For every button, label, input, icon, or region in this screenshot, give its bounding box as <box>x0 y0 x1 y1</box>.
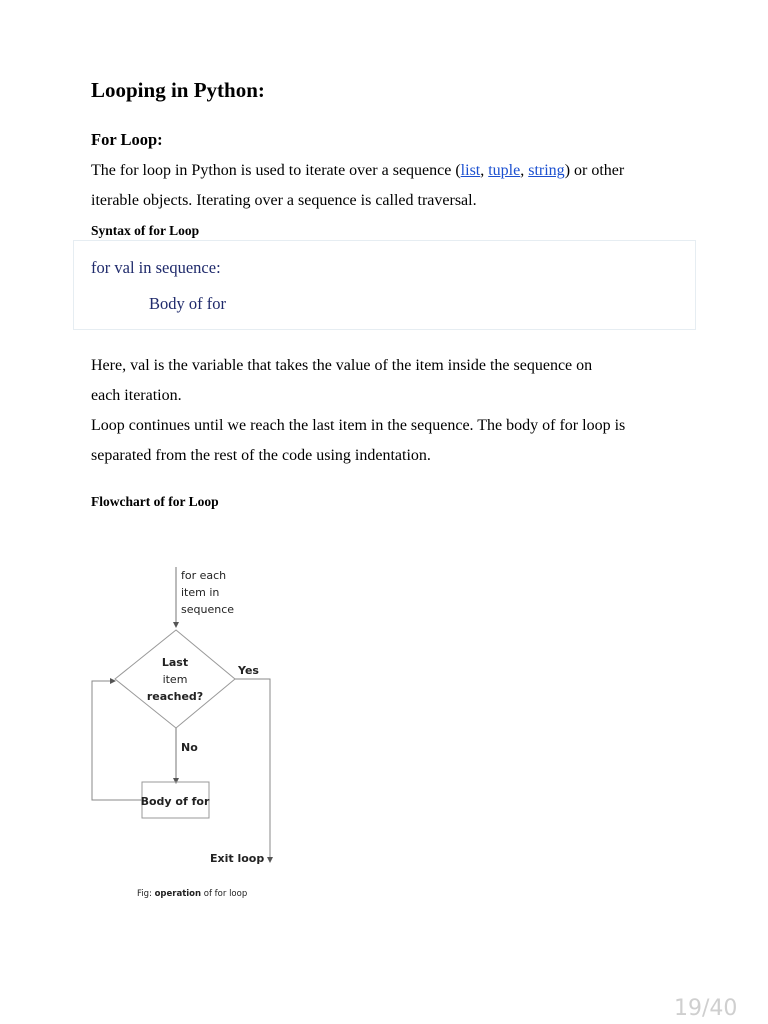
syntax-label: Syntax of for Loop <box>91 223 200 238</box>
explanation-paragraph-2 <box>91 411 711 471</box>
no-label: No <box>181 741 198 754</box>
decision-line-3: reached? <box>146 690 204 703</box>
syntax-line-1: for val in sequence: <box>91 258 221 277</box>
syntax-code-box <box>73 240 696 330</box>
page-title: Looping in Python: <box>91 78 265 102</box>
caption-bold: operation <box>154 889 202 899</box>
entry-label-line-2: item in <box>181 586 220 599</box>
flowchart-label: Flowchart of for Loop <box>91 494 219 509</box>
figure-caption <box>137 889 247 899</box>
page-number: 19/40 <box>674 996 738 1021</box>
intro-sep-1: , <box>480 162 489 179</box>
for-loop-intro <box>91 156 711 216</box>
decision-line-1: Last <box>161 656 189 669</box>
yes-branch-line <box>235 679 270 860</box>
for-loop-flowchart <box>80 555 310 905</box>
caption-prefix: Fig: <box>137 889 155 899</box>
decision-line-2: item <box>162 673 188 686</box>
explanation-line-3: Loop continues until we reach the last item in the sequence. The body of for loop is <box>91 417 626 434</box>
syntax-line-2: Body of for <box>149 294 226 313</box>
for-loop-heading: For Loop: <box>91 130 163 149</box>
entry-label-line-3: sequence <box>181 603 235 616</box>
explanation-line-4: separated from the rest of the code using indentation. <box>91 447 431 464</box>
entry-label-line-1: for each <box>181 569 227 582</box>
exit-label: Exit loop <box>210 852 265 865</box>
intro-text-before: The for loop in Python is used to iterate over a sequence ( <box>91 162 461 179</box>
loop-body-label: Body of for <box>140 795 210 808</box>
explanation-line-2: each iteration. <box>91 387 182 404</box>
caption-suffix: of for loop <box>201 889 248 899</box>
intro-line-2: iterable objects. Iterating over a sequence is called traversal. <box>91 192 477 209</box>
explanation-paragraph-1 <box>91 351 711 411</box>
intro-line-1 <box>91 156 711 186</box>
intro-text-after: ) or other <box>564 162 625 179</box>
link-tuple[interactable]: tuple <box>488 162 521 179</box>
explanation-line-1: Here, val is the variable that takes the value of the item inside the sequence on <box>91 357 593 374</box>
intro-sep-2: , <box>520 162 529 179</box>
link-list[interactable]: list <box>460 162 481 179</box>
link-string[interactable]: string <box>528 162 565 179</box>
loop-back-line <box>92 681 142 800</box>
yes-label: Yes <box>238 664 259 677</box>
